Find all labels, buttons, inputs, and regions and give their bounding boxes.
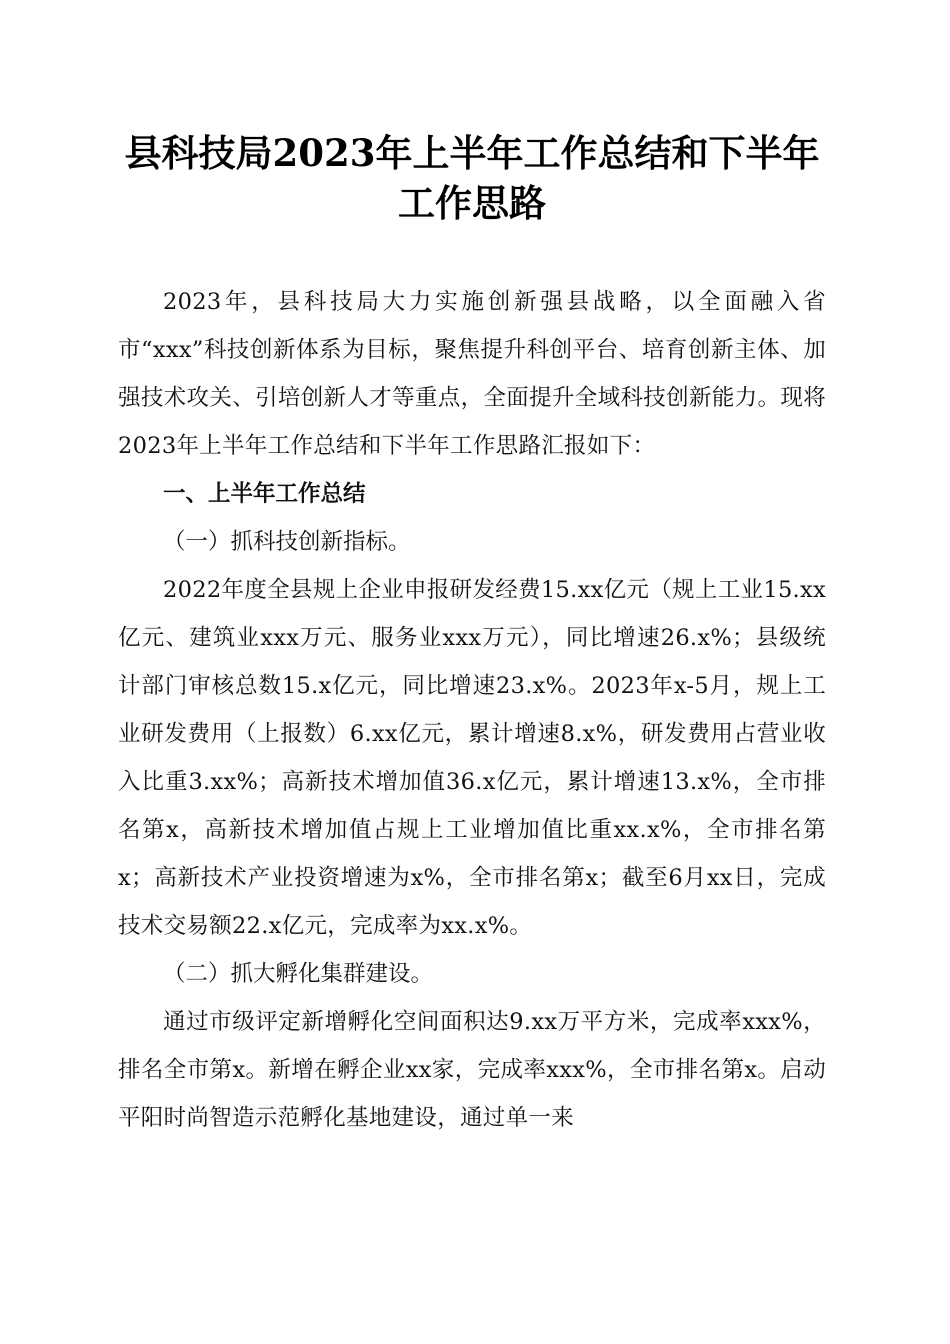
intro-paragraph: 2023年，县科技局大力实施创新强县战略，以全面融入省市“xxx”科技创新体系为目标，聚焦提升科创平台、培育创新主体、加强技术攻关、引培创新人才等重点，全面提升全域科技创新能力。现将2023年上半年工作总结和下半年工作思路汇报如下：	[118, 289, 826, 459]
subsection-heading-2: （二）抓大孵化集群建设。	[163, 961, 434, 987]
subsection-body-1: 2022年度全县规上企业申报研发经费15.xx亿元（规上工业15.xx亿元、建筑业xxx万元、服务业xxx万元），同比增速26.x%；县级统计部门审核总数15.x亿元，同比增速23.x%。2023年x-5月，规上工业研发费用（上报数）6.xx亿元，累计增速8.x%，研发费用占营业收入比重3.xx%；高新技术增加值36.x亿元，累计增速13.x%，全市排名第x，高新技术增加值占规上工业增加值比重xx.x%，全市排名第x；高新技术产业投资增速为x%，全市排名第x；截至6月xx日，完成技术交易额22.x亿元，完成率为xx.x%。	[118, 577, 826, 939]
subsection-body-2: 通过市级评定新增孵化空间面积达9.xx万平方米，完成率xxx%，排名全市第x。新增在孵企业xx家，完成率xxx%，全市排名第x。启动平阳时尚智造示范孵化基地建设，通过单一来	[118, 1009, 826, 1131]
section-heading-1: 一、上半年工作总结	[163, 481, 366, 507]
subsection-heading-1: （一）抓科技创新指标。	[163, 529, 411, 555]
document-title: 县科技局2023年上半年工作总结和下半年工作思路	[124, 131, 820, 225]
document-body	[118, 278, 826, 1142]
document-page	[118, 128, 826, 1142]
